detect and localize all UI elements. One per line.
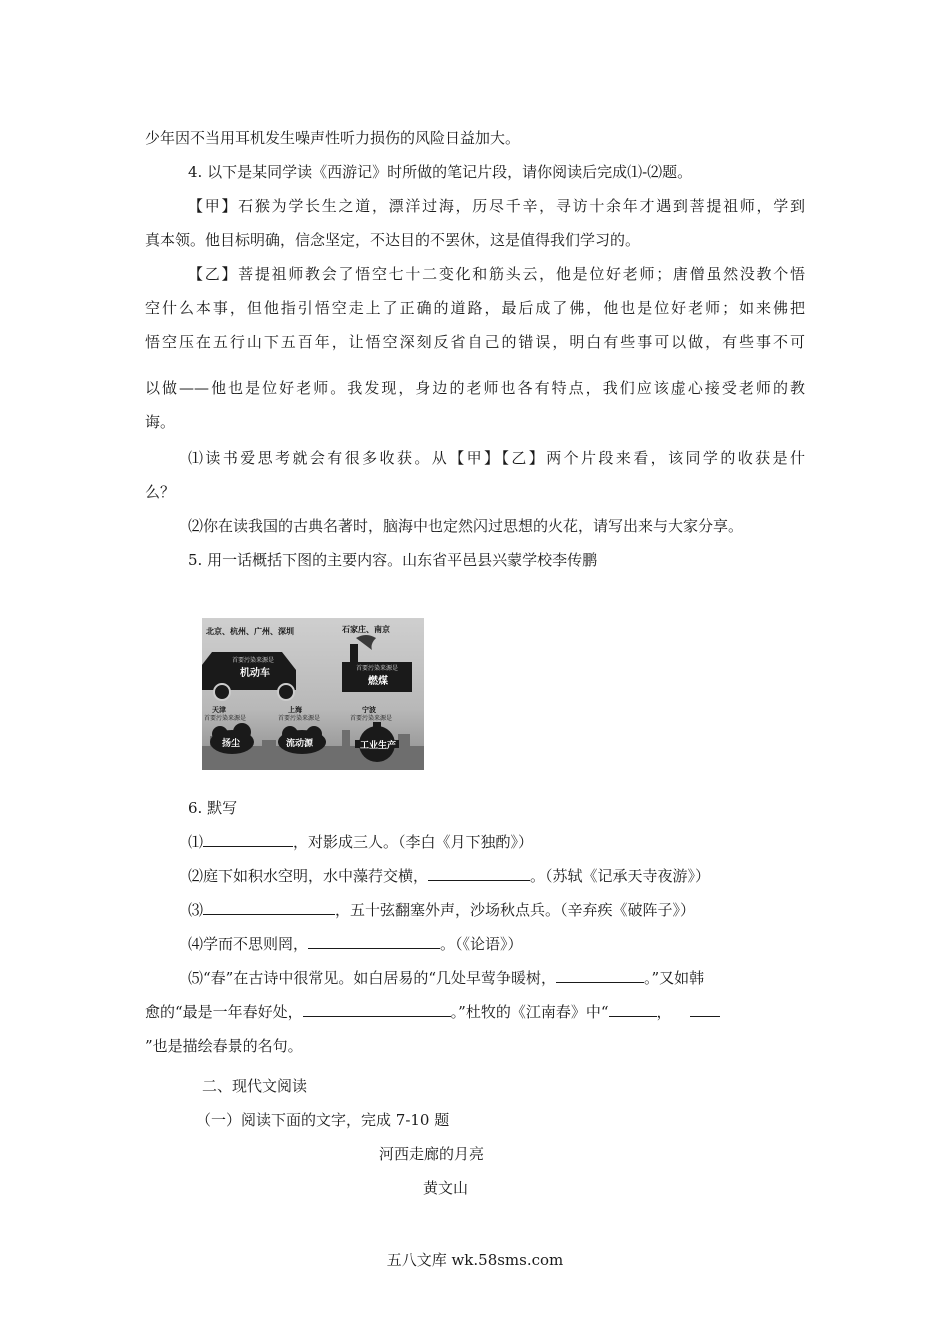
q4-sub1-line-1: ⑴读书爱思考就会有很多收获。从【甲】【乙】两个片段来看，该同学的收获是什 <box>188 449 805 467</box>
q6-line-4 <box>188 934 523 954</box>
tianjin-small: 首要污染来源是 <box>204 715 247 722</box>
blank-4[interactable] <box>308 934 440 949</box>
q6-line-7: ”也是描绘春景的名句。 <box>145 1037 303 1055</box>
tianjin-source: 扬尘 <box>222 739 241 749</box>
ningbo-small: 首要污染来源是 <box>350 715 393 722</box>
pollution-sources-image <box>202 618 424 770</box>
q6-l6-mid: 。”杜牧的《江南春》中“ <box>450 1003 609 1021</box>
ningbo-source: 工业生产 <box>360 741 397 751</box>
q3-tail: 少年因不当用耳机发生噪声性听力损伤的风险日益加大。 <box>145 129 521 147</box>
q6-l1-suffix: ，对影成三人。（李白《月下独酌》） <box>293 833 534 851</box>
q6-l5-prefix: ⑸“春”在古诗中很常见。如白居易的“几处早莺争暖树， <box>188 969 557 987</box>
shanghai-small: 首要污染来源是 <box>278 715 321 722</box>
q6-l2-suffix: 。（苏轼《记承天寺夜游》） <box>530 867 711 885</box>
blank-8[interactable] <box>690 1002 720 1017</box>
car-label-small: 首要污染来源是 <box>232 657 275 664</box>
q6-l5-suffix: 。”又如韩 <box>644 969 705 987</box>
shanghai-label: 上海 <box>288 705 302 714</box>
factory-label: 燃煤 <box>368 676 388 687</box>
blank-7[interactable] <box>609 1002 657 1017</box>
q4-yi-line-2: 空什么本事，但他指引悟空走上了正确的道路，最后成了佛，他也是位好老师；如来佛把 <box>145 299 805 317</box>
q6-line-2 <box>188 866 710 886</box>
q6-line-3 <box>188 900 695 920</box>
q4-yi-line-1: 【乙】菩提祖师教会了悟空七十二变化和筋头云，他是位好老师；唐僧虽然没教个悟 <box>188 265 805 283</box>
blank-2[interactable] <box>428 866 530 881</box>
q6-l4-prefix: ⑷学而不思则罔， <box>188 935 309 953</box>
q4-yi-line-3: 悟空压在五行山下五百年，让悟空深刻反省自己的错误，明白有些事可以做，有些事不可 <box>145 333 805 351</box>
shanghai-source: 流动源 <box>286 739 314 749</box>
blank-3[interactable] <box>203 900 335 915</box>
blank-5[interactable] <box>556 968 644 983</box>
q4-sub2: ⑵你在读我国的古典名著时，脑海中也定然闪过思想的火花，请写出来与大家分享。 <box>188 517 744 535</box>
q5-prompt: 5. 用一话概括下图的主要内容。山东省平邑县兴蒙学校李传鹏 <box>188 551 598 569</box>
sub-section-heading: （一）阅读下面的文字，完成 7-10 题 <box>196 1111 450 1129</box>
q6-l3-suffix: ，五十弦翻塞外声，沙场秋点兵。（辛弃疾《破阵子》） <box>335 901 696 919</box>
factory-cities: 石家庄、南京 <box>342 624 390 634</box>
q6-l6-comma: ， <box>656 1003 672 1021</box>
q4-prompt: 4. 以下是某同学读《西游记》时所做的笔记片段，请你阅读后完成⑴-⑵题。 <box>188 163 693 181</box>
q4-sub1-line-2: 么？ <box>145 483 176 501</box>
ningbo-label: 宁波 <box>362 705 376 714</box>
q4-yi-line-4: 以做——他也是位好老师。我发现，身边的老师也各有特点，我们应该虚心接受老师的教 <box>145 379 805 397</box>
blank-1[interactable] <box>203 832 293 847</box>
q6-l6-prefix: 愈的“最是一年春好处， <box>145 1003 303 1021</box>
q6-title: 6. 默写 <box>188 799 238 817</box>
q6-line-6 <box>145 1002 720 1022</box>
blank-6[interactable] <box>303 1002 451 1017</box>
q6-l4-suffix: 。（《论语》） <box>440 935 523 953</box>
q4-jia-line-1: 【甲】石猴为学长生之道，漂洋过海，历尽千辛，寻访十余年才遇到菩提祖师，学到 <box>188 197 805 215</box>
car-label: 机动车 <box>240 668 270 679</box>
q6-l1-prefix: ⑴ <box>188 833 204 851</box>
car-cities: 北京、杭州、广州、深圳 <box>206 626 294 636</box>
q6-line-1 <box>188 832 533 852</box>
q6-line-5 <box>188 968 704 988</box>
footer-watermark: 五八文库 wk.58sms.com <box>386 1251 564 1269</box>
factory-label-small: 首要污染来源是 <box>356 665 399 672</box>
q6-l3-prefix: ⑶ <box>188 901 204 919</box>
section-2-heading: 二、现代文阅读 <box>202 1077 308 1095</box>
q6-l2-prefix: ⑵庭下如积水空明，水中藻荇交横， <box>188 867 429 885</box>
article-author: 黄文山 <box>423 1179 469 1197</box>
tianjin-label: 天津 <box>212 705 226 714</box>
q4-jia-line-2: 真本领。他目标明确，信念坚定，不达目的不罢休，这是值得我们学习的。 <box>145 231 641 249</box>
article-title: 河西走廊的月亮 <box>379 1145 485 1163</box>
q4-yi-line-5: 诲。 <box>145 413 176 431</box>
